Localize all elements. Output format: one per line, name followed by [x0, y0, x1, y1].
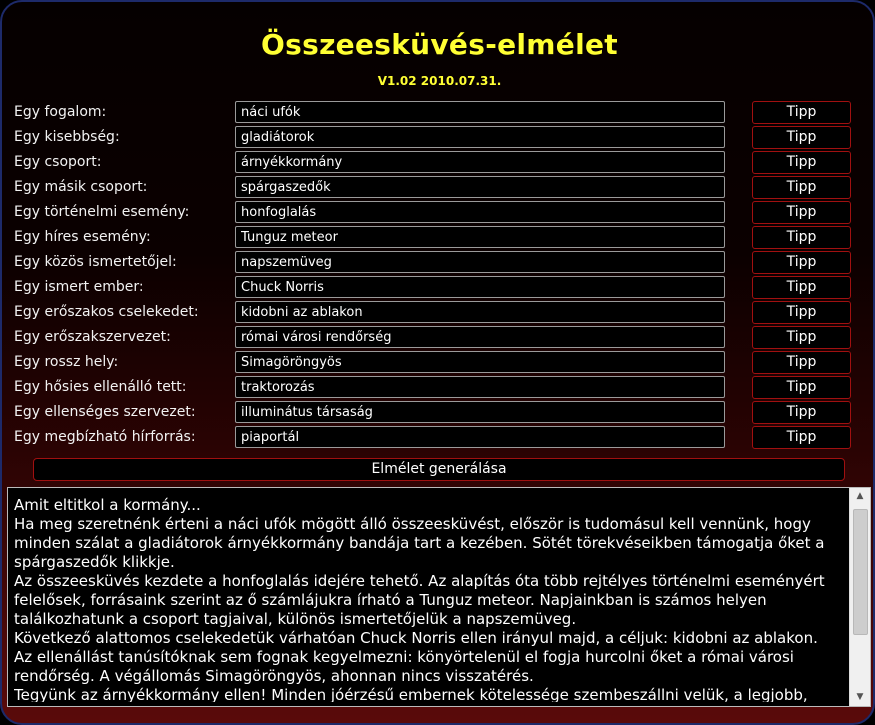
field-row: [2, 351, 875, 376]
field-label: Egy fogalom:: [14, 104, 107, 120]
field-input[interactable]: [235, 101, 725, 123]
field-label: Egy ellenséges szervezet:: [14, 404, 196, 420]
output-line: Az ellenállást tanúsítóknak sem fognak kegyelmezni: könyörtelenül el fogja hurcolni őket a római városi: [14, 648, 794, 666]
field-label: Egy csoport:: [14, 154, 102, 170]
field-row: [2, 151, 875, 176]
output-line: rendőrség. A végállomás Simagöröngyös, ahonnan nincs visszatérés.: [14, 667, 534, 685]
field-label: Egy erőszakszervezet:: [14, 329, 171, 345]
field-row: [2, 201, 875, 226]
tipp-button[interactable]: Tipp: [752, 401, 851, 424]
triangle-down-icon[interactable]: ▼: [856, 692, 864, 702]
field-label: Egy rossz hely:: [14, 354, 119, 370]
field-input[interactable]: [235, 201, 725, 223]
field-row: [2, 176, 875, 201]
field-label: Egy másik csoport:: [14, 179, 148, 195]
field-row: [2, 376, 875, 401]
field-input[interactable]: [235, 376, 725, 398]
field-row: [2, 326, 875, 351]
field-row: [2, 226, 875, 251]
output-line: Az összeesküvés kezdete a honfoglalás idejére tehető. Az alapítás óta több rejtélyes történelmi eseményért: [14, 572, 825, 590]
output-line: minden szálat a gladiátorok árnyékkormány bandája tart a kezében. Sötét törekvéseikben támogatja őket a: [14, 534, 825, 552]
field-input[interactable]: [235, 326, 725, 348]
tipp-button[interactable]: Tipp: [752, 226, 851, 249]
field-label: Egy ismert ember:: [14, 279, 144, 295]
tipp-button[interactable]: Tipp: [752, 426, 851, 449]
field-input[interactable]: [235, 126, 725, 148]
field-input[interactable]: [235, 251, 725, 273]
tipp-button[interactable]: Tipp: [752, 176, 851, 199]
field-input[interactable]: [235, 226, 725, 248]
field-row: [2, 251, 875, 276]
field-row: [2, 426, 875, 451]
field-label: Egy hősies ellenálló tett:: [14, 379, 187, 395]
field-label: Egy kisebbség:: [14, 129, 120, 145]
field-input[interactable]: [235, 401, 725, 423]
output-line: Következő alattomos cselekedetük várhatóan Chuck Norris ellen irányul majd, a céljuk: kidobni az ablakon.: [14, 629, 818, 647]
version-label: V1.02 2010.07.31.: [377, 74, 502, 88]
field-input[interactable]: [235, 301, 725, 323]
field-input[interactable]: [235, 151, 725, 173]
field-input[interactable]: [235, 351, 725, 373]
field-row: [2, 301, 875, 326]
field-input[interactable]: [235, 426, 725, 448]
field-row: [2, 401, 875, 426]
field-label: Egy híres esemény:: [14, 229, 151, 245]
vertical-scrollbar[interactable]: [849, 488, 870, 706]
tipp-button[interactable]: Tipp: [752, 251, 851, 274]
tipp-button[interactable]: Tipp: [752, 376, 851, 399]
field-row: [2, 276, 875, 301]
tipp-button[interactable]: Tipp: [752, 301, 851, 324]
output-textarea[interactable]: [7, 487, 871, 707]
field-input[interactable]: [235, 176, 725, 198]
field-label: Egy közös ismertetőjel:: [14, 254, 177, 270]
field-label: Egy megbízható hírforrás:: [14, 429, 196, 445]
field-label: Egy történelmi esemény:: [14, 204, 190, 220]
field-input[interactable]: [235, 276, 725, 298]
tipp-button[interactable]: Tipp: [752, 326, 851, 349]
tipp-button[interactable]: Tipp: [752, 351, 851, 374]
output-line: spárgaszedők klikkje.: [14, 553, 175, 571]
output-line: találkozhatunk a csoport tagjaival, különös ismertetőjelük a napszemüveg.: [14, 610, 577, 628]
tipp-button[interactable]: Tipp: [752, 101, 851, 124]
scrollbar-thumb[interactable]: [853, 509, 868, 635]
triangle-up-icon[interactable]: ▲: [856, 491, 864, 501]
tipp-button[interactable]: Tipp: [752, 151, 851, 174]
field-label: Egy erőszakos cselekedet:: [14, 304, 199, 320]
output-text: [14, 496, 850, 702]
output-line: Ha meg szeretnénk érteni a náci ufók mögött álló összeesküvést, először is tudomásul kell vennünk, hogy: [14, 515, 811, 533]
generate-button[interactable]: Elmélet generálása: [33, 458, 845, 481]
output-line: felelősek, forrásaink szerint az ő számlájukra írható a Tunguz meteor. Napjainkban is számos helyen: [14, 591, 767, 609]
tipp-button[interactable]: Tipp: [752, 201, 851, 224]
tipp-button[interactable]: Tipp: [752, 126, 851, 149]
field-row: [2, 126, 875, 151]
tipp-button[interactable]: Tipp: [752, 276, 851, 299]
output-line: Tegyünk az árnyékkormány ellen! Minden jóérzésű embernek kötelessége szembeszállni velük, a legjobb,: [14, 686, 808, 702]
field-row: [2, 101, 875, 126]
output-line: Amit eltitkol a kormány...: [14, 496, 201, 514]
page-title: Összeesküvés-elmélet: [261, 28, 618, 61]
